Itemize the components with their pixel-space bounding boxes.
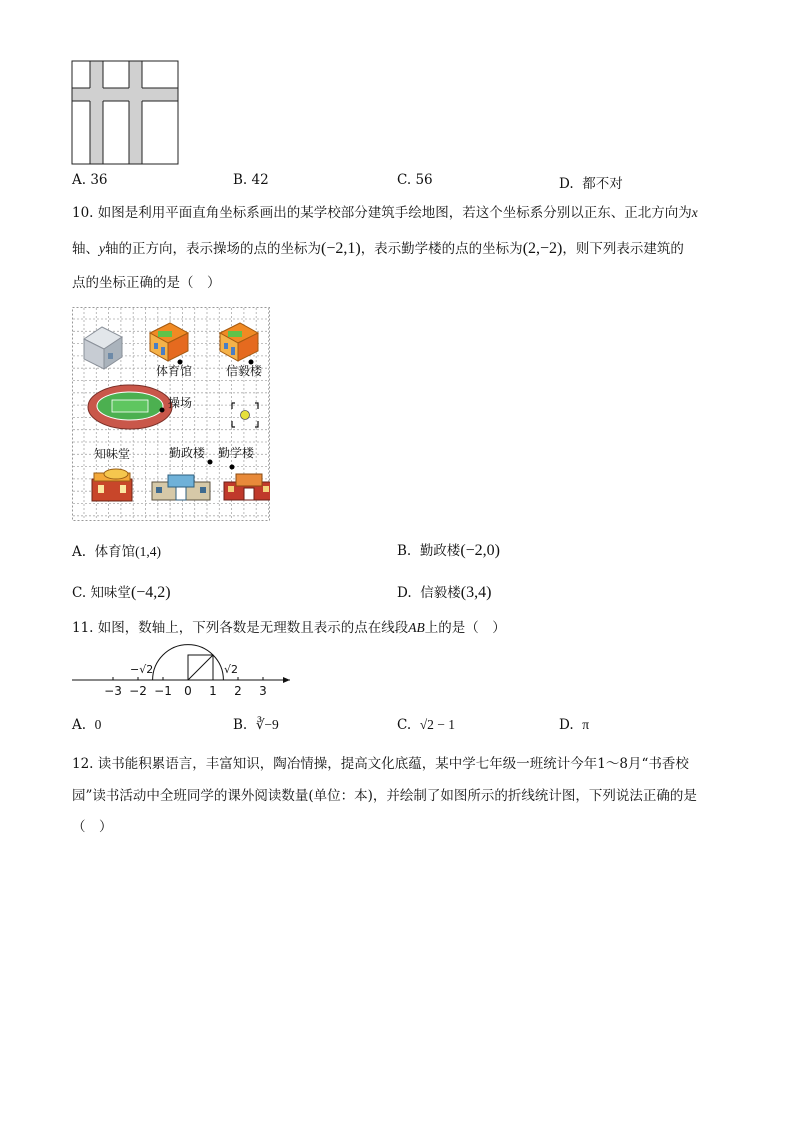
zhiwei-label: 知味堂 bbox=[94, 447, 131, 461]
q12-stem-line3: （ ） bbox=[72, 819, 113, 835]
axis-tick-label: 3 bbox=[259, 684, 267, 698]
q11-option-d: D. π bbox=[559, 717, 590, 733]
q10-stem-line3: 点的坐标正确的是（ ） bbox=[72, 275, 221, 291]
pos-root-label: √2 bbox=[224, 663, 239, 676]
q9-option-d: D. 都不对 bbox=[559, 176, 623, 192]
q10-option-d: D. 信毅楼(3,4) bbox=[397, 584, 492, 601]
q9-option-c: C. 56 bbox=[397, 172, 433, 188]
playground-label: 操场 bbox=[168, 396, 193, 410]
qinzheng-point bbox=[208, 460, 213, 465]
road-vertical-2 bbox=[129, 61, 142, 164]
axis-tick-label: −3 bbox=[104, 684, 122, 698]
road-vertical-1 bbox=[90, 61, 103, 164]
q11-stem: 11. 如图，数轴上，下列各数是无理数且表示的点在线段AB上的是（ ） bbox=[72, 620, 506, 636]
xinyi-label: 信毅楼 bbox=[226, 364, 263, 378]
playground-point bbox=[160, 408, 165, 413]
qinzheng-label: 勤政楼 bbox=[169, 446, 206, 460]
axis-tick-label: −1 bbox=[154, 684, 172, 698]
q9-figure bbox=[71, 60, 179, 166]
q9-option-b: B. 42 bbox=[233, 172, 269, 188]
q10-option-c: C. 知味堂(−4,2) bbox=[72, 584, 171, 601]
zhiwei-building-icon bbox=[92, 469, 132, 501]
q11-option-a: A. 0 bbox=[72, 717, 102, 733]
axis-tick-label: 2 bbox=[234, 684, 242, 698]
qinxue-point bbox=[230, 465, 235, 470]
q9-option-a: A. 36 bbox=[72, 172, 108, 188]
q11-option-c: C. √2 − 1 bbox=[397, 717, 456, 733]
square-diagonal bbox=[188, 655, 213, 680]
gym-label: 体育馆 bbox=[156, 364, 193, 378]
q10-school-map bbox=[72, 307, 270, 522]
q11-number-line bbox=[70, 644, 295, 700]
q10-stem-line2: 轴、y轴的正方向，表示操场的点的坐标为(−2,1)，表示勤学楼的点的坐标为(2,−2)，则下列表示建筑的 bbox=[72, 240, 684, 257]
playground-icon bbox=[88, 385, 172, 429]
q10-option-b: B. 勤政楼(−2,0) bbox=[397, 542, 500, 559]
q12-stem-line2: 园”读书活动中全班同学的课外阅读数量(单位：本)，并绘制了如图所示的折线统计图，下列说法正确的是 bbox=[72, 788, 697, 804]
axis-tick-label: −2 bbox=[129, 684, 147, 698]
q12-stem-line1: 12. 读书能积累语言，丰富知识，陶冶情操，提高文化底蕴，某中学七年级一班统计今年1～8月“书香校 bbox=[72, 756, 689, 772]
neg-root-label: −√2 bbox=[130, 663, 154, 676]
q10-option-a: A. 体育馆(1,4) bbox=[72, 544, 162, 560]
qinxue-label: 勤学楼 bbox=[218, 446, 255, 460]
axis-tick-label: 0 bbox=[184, 684, 192, 698]
q10-stem-line1: 10. 如图是利用平面直角坐标系画出的某学校部分建筑手绘地图，若这个坐标系分别以正东、正北方向为x bbox=[72, 205, 698, 221]
axis-tick-label: 1 bbox=[209, 684, 217, 698]
q11-option-b: B. ∛−9 bbox=[233, 717, 279, 733]
road-horizontal bbox=[72, 88, 178, 101]
